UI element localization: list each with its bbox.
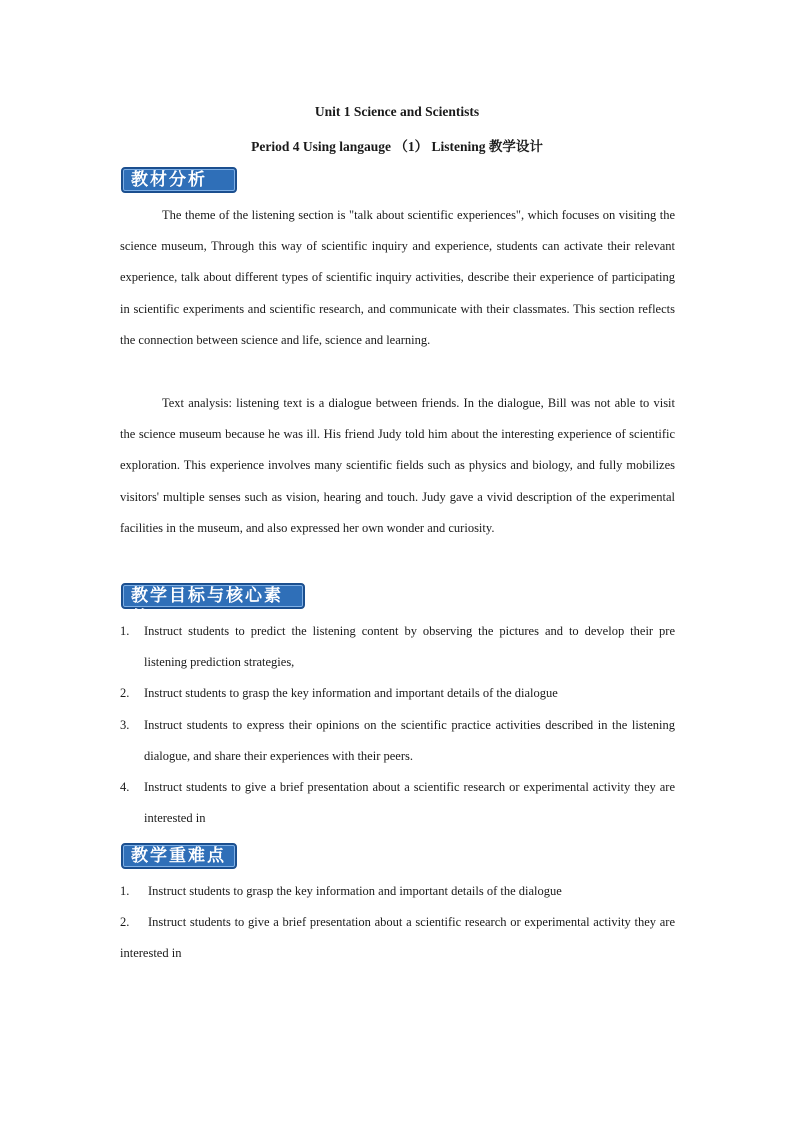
list-item-text: Instruct students to predict the listening content by observing the pictures and to develop their pre listening prediction strategies, (144, 624, 675, 670)
list-item-text: Instruct students to give a brief presentation about a scientific research or experimental activity they are interested in (120, 915, 675, 961)
list-item-text: Instruct students to express their opinions on the scientific practice activities described in the listening dialogue, and share their experiences with their peers. (144, 717, 675, 763)
document-subtitle: Period 4 Using langauge （1） Listening 教学设计 (251, 139, 543, 154)
list-item-number: 2. (120, 686, 130, 701)
objectives-list (120, 616, 675, 834)
document-title: Unit 1 Science and Scientists (314, 104, 480, 119)
list-item (120, 710, 675, 772)
list-item-text: Instruct students to grasp the key information and important details of the dialogue (144, 686, 558, 701)
section-heading-key-difficult-points: 教学重难点 (121, 843, 237, 869)
list-item-number: 4. (120, 780, 130, 795)
list-item (120, 616, 675, 678)
list-item (120, 907, 675, 969)
list-item-text: Instruct students to grasp the key information and important details of the dialogue (148, 884, 562, 898)
analysis-paragraph-text-analysis: Text analysis: listening text is a dialogue between friends. In the dialogue, Bill was not able to visit the science museum because he was ill. His friend Judy told him about the interesting experience of scientific exploration. This experience involves many scientific fields such as physics and biology, and fully mobilizes visitors' multiple senses such as vision, hearing and touch. Judy gave a vivid description of the experimental facilities in the museum, and also expressed her own wonder and curiosity. (120, 396, 675, 535)
key-points-list (120, 876, 675, 970)
list-item-number: 3. (120, 717, 130, 732)
section-heading-textbook-analysis: 教材分析 (121, 167, 237, 193)
section-heading-objectives: 教学目标与核心素养 (121, 583, 305, 609)
list-item-text: Instruct students to give a brief presentation about a scientific research or experimental activity they are interested in (144, 780, 675, 826)
list-item (120, 876, 675, 907)
list-item (120, 772, 675, 834)
list-item-number: 1. (120, 624, 130, 638)
list-item-number: 1. (120, 884, 130, 898)
list-item (120, 678, 675, 709)
analysis-paragraph-theme: The theme of the listening section is "talk about scientific experiences", which focuses on visiting the science museum, Through this way of scientific inquiry and experience, students can activate their relevant experience, talk about different types of scientific inquiry activities, describe their experience of participating in scientific experiments and scientific research, and communicate with their classmates. This section reflects the connection between science and life, science and learning. (120, 208, 675, 347)
list-item-number: 2. (120, 915, 130, 930)
